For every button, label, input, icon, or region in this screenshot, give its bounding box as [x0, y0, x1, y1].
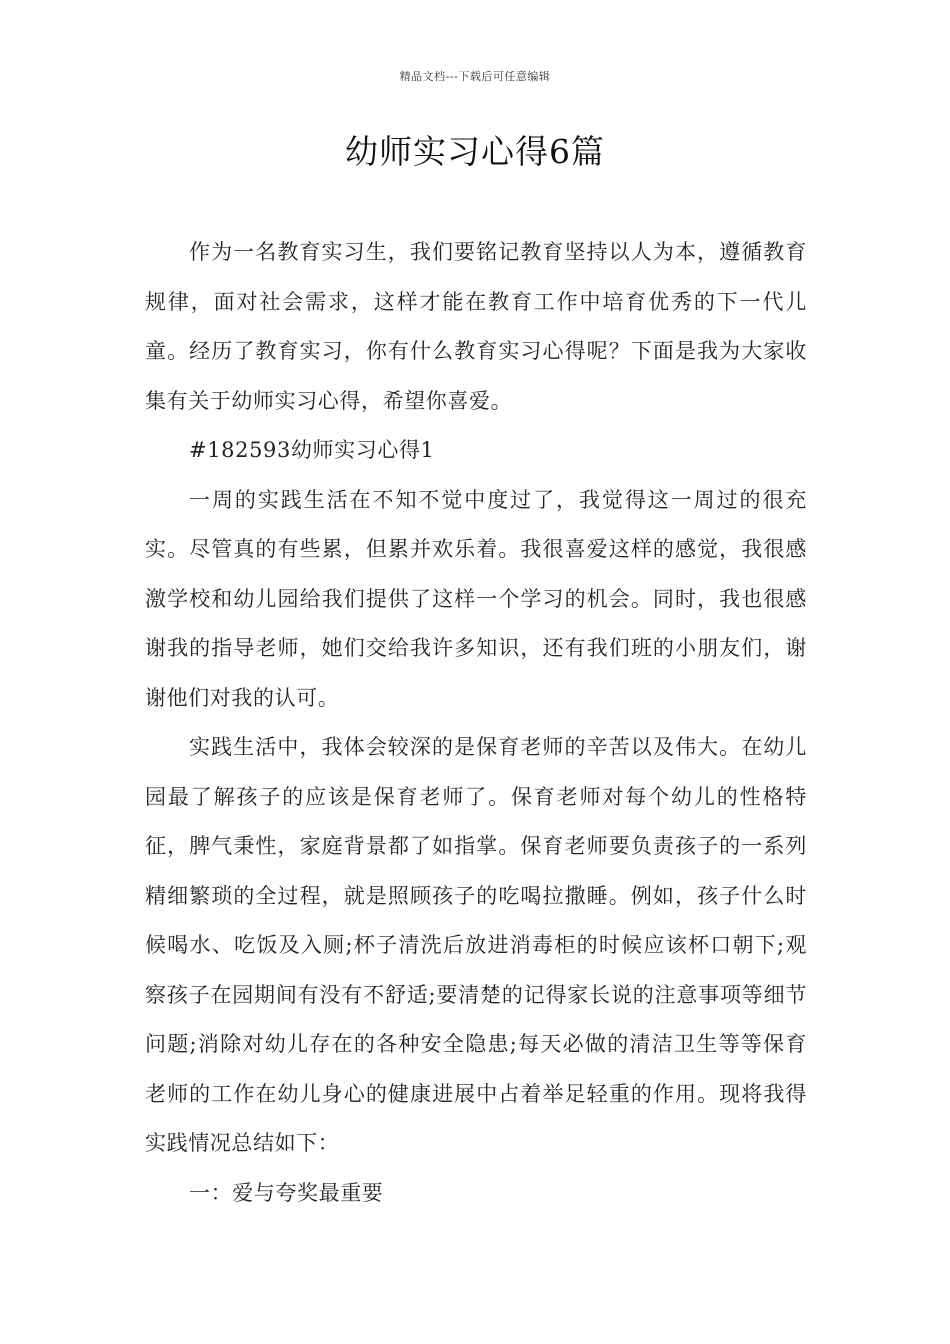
body-paragraph: 实践生活中，我体会较深的是保育老师的辛苦以及伟大。在幼儿园最了解孩子的应该是保育老师了。保育老师对每个幼儿的性格特征，脾气秉性，家庭背景都了如指掌。保育老师要负责孩子的一系列精细繁琐的全过程，就是照顾孩子的吃喝拉撒睡。例如，孩子什么时候喝水、吃饭及入厕;杯子清洗后放进消毒柜的时候应该杯口朝下;观察孩子在园期间有没有不舒适;要清楚的记得家长说的注意事项等细节问题;消除对幼儿存在的各种安全隐患;每天必做的清洁卫生等等保育老师的工作在幼儿身心的健康进展中占着举足轻重的作用。现将我得实践情况总结如下：: [145, 735, 807, 1155]
intro-paragraph: 作为一名教育实习生，我们要铭记教育坚持以人为本，遵循教育规律，面对社会需求，这样才能在教育工作中培育优秀的下一代儿童。经历了教育实习，你有什么教育实习心得呢？下面是我为大家收集有关于幼师实习心得，希望你喜爱。: [145, 240, 807, 413]
document-title: 幼师实习心得6篇: [345, 132, 605, 171]
document-body: [145, 228, 807, 1218]
subsection-heading: 一：爱与夸奖最重要: [189, 1180, 384, 1205]
header-note: 精品文档---下载后可任意编辑: [399, 70, 551, 83]
body-paragraph: 一周的实践生活在不知不觉中度过了，我觉得这一周过的很充实。尽管真的有些累，但累并欢乐着。我很喜爱这样的感觉，我很感激学校和幼儿园给我们提供了这样一个学习的机会。同时，我也很感谢我的指导老师，她们交给我许多知识，还有我们班的小朋友们，谢谢他们对我的认可。: [145, 487, 807, 710]
section-heading: #182593幼师实习心得1: [189, 438, 435, 462]
